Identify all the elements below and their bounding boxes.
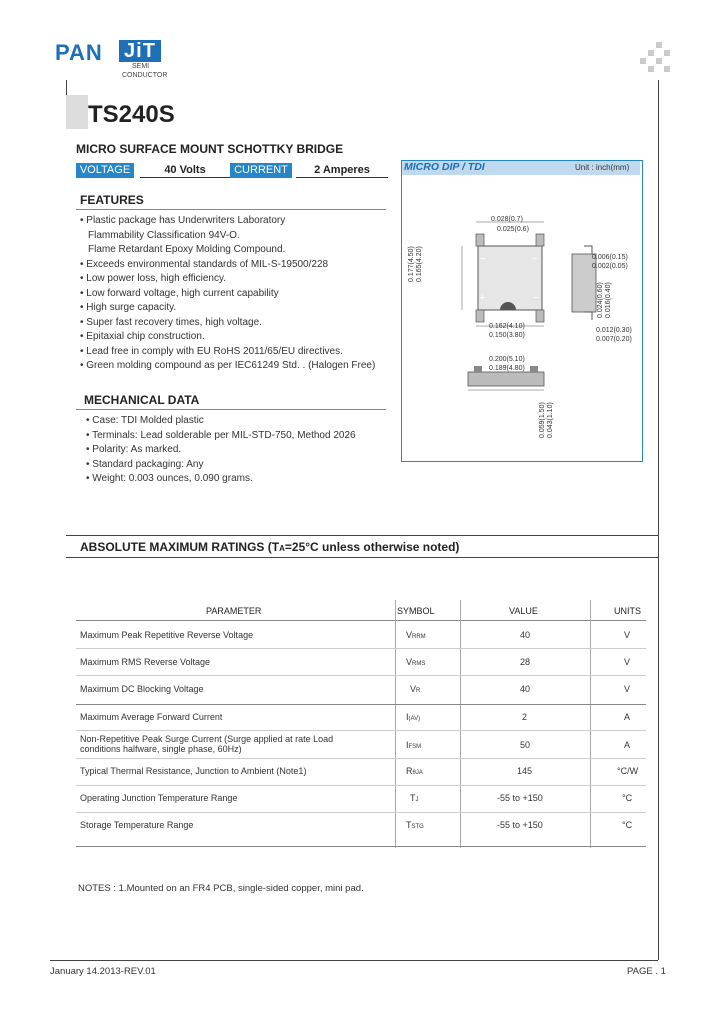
row-unit: °C/W bbox=[617, 766, 639, 776]
symbol-sub: STG bbox=[411, 824, 424, 830]
col-divider bbox=[460, 600, 461, 848]
row-parameter: Maximum RMS Reverse Voltage bbox=[80, 657, 211, 667]
polarity-plus: + bbox=[479, 292, 486, 304]
col-value: VALUE bbox=[509, 606, 538, 616]
mechanical-item: • Weight: 0.003 ounces, 0.090 grams. bbox=[86, 473, 253, 484]
frame-bottom bbox=[50, 960, 658, 961]
symbol-main: R bbox=[406, 766, 413, 776]
features-list bbox=[80, 214, 400, 374]
row-symbol bbox=[406, 657, 425, 667]
feature-item: • Lead free in comply with EU RoHS 2011/65/EU directives. bbox=[80, 345, 343, 357]
mechanical-item: • Terminals: Lead solderable per MIL-STD-750, Method 2026 bbox=[86, 429, 356, 441]
dim-label: 0.024(0.60) bbox=[597, 282, 604, 318]
dim-label: 0.150(3.80) bbox=[489, 332, 525, 339]
row-parameter: Operating Junction Temperature Range bbox=[80, 793, 238, 803]
subtitle: MICRO SURFACE MOUNT SCHOTTKY BRIDGE bbox=[76, 142, 344, 156]
symbol-main: V bbox=[410, 684, 417, 694]
row-value: 40 bbox=[520, 684, 531, 694]
lead bbox=[476, 310, 484, 322]
row-symbol bbox=[406, 820, 424, 830]
features-title: FEATURES bbox=[80, 193, 144, 207]
dim-label: 0.043(1.10) bbox=[547, 402, 554, 438]
dim-label: 0.028(0.7) bbox=[491, 216, 523, 223]
voltage-value: 40 Volts bbox=[140, 163, 230, 178]
symbol-sub: J bbox=[415, 797, 419, 803]
row-parameter bbox=[80, 734, 392, 754]
symbol-main: V bbox=[406, 657, 413, 667]
symbol-main: T bbox=[410, 793, 416, 803]
row-value: 28 bbox=[520, 657, 531, 667]
mechanical-list bbox=[86, 414, 396, 487]
feature-item: • Green molding compound as per IEC61249 Std. . (Halogen Free) bbox=[80, 360, 376, 371]
feature-item: • Exceeds environmental standards of MIL-S-19500/228 bbox=[80, 258, 329, 270]
row-value: -55 to +150 bbox=[497, 820, 543, 830]
mechanical-rule bbox=[76, 409, 386, 410]
row-symbol bbox=[406, 712, 420, 722]
dim-label: 0.162(4.10) bbox=[489, 323, 525, 330]
logo-sub-semi: SEMI bbox=[132, 63, 150, 70]
dim-label: 0.006(0.15) bbox=[592, 254, 628, 261]
dim-label: 0.200(5.10) bbox=[489, 356, 525, 363]
row-value: 50 bbox=[520, 740, 531, 750]
feature-item: • High surge capacity. bbox=[80, 302, 177, 313]
row-parameter: Storage Temperature Range bbox=[80, 820, 194, 830]
row-parameter: Maximum Average Forward Current bbox=[80, 712, 223, 722]
row-value: -55 to +150 bbox=[497, 793, 543, 803]
row-unit: °C bbox=[622, 793, 633, 803]
row-parameter: Typical Thermal Resistance, Junction to Ambient (Note1) bbox=[80, 766, 307, 776]
features-rule bbox=[76, 209, 386, 210]
symbol-main: T bbox=[406, 820, 412, 830]
symbol-sub: θJA bbox=[412, 770, 423, 776]
ratings-title bbox=[80, 540, 459, 554]
dim-label: 0.177(4.50) bbox=[408, 246, 415, 282]
ratings-title-sub: A bbox=[279, 544, 285, 553]
dim-label: 0.059(1.50) bbox=[539, 402, 546, 438]
dim-label: 0.165(4.20) bbox=[416, 246, 423, 282]
row-parameter-line1: Non-Repetitive Peak Surge Current (Surge applied at rate Load bbox=[80, 734, 334, 744]
row-symbol bbox=[406, 630, 426, 640]
dim-label: 0.189(4.80) bbox=[489, 365, 525, 372]
notes: NOTES : 1.Mounted on an FR4 PCB, single-sided copper, mini pad. bbox=[78, 883, 364, 894]
symbol-sub: (AV) bbox=[408, 716, 421, 722]
dim-label: 0.016(0.40) bbox=[605, 282, 612, 318]
package-unit: Unit : inch(mm) bbox=[575, 163, 630, 172]
logo-jit: JiT bbox=[119, 40, 161, 62]
logo-subtitle bbox=[122, 62, 167, 80]
dim-label: 0.025(0.6) bbox=[497, 226, 529, 233]
row-unit: V bbox=[624, 684, 631, 694]
polarity-minus: − bbox=[533, 292, 540, 304]
symbol-main: I bbox=[406, 740, 409, 750]
feature-item: Flammability Classification 94V-O. bbox=[88, 229, 240, 241]
ratings-title-main: ABSOLUTE MAXIMUM RATINGS (T bbox=[80, 540, 280, 554]
row-unit: V bbox=[624, 657, 631, 667]
feature-item: • Plastic package has Underwriters Laboratory bbox=[80, 215, 286, 226]
col-units: UNITS bbox=[614, 606, 641, 616]
mechanical-item: • Polarity: As marked. bbox=[86, 444, 182, 455]
footer-page: PAGE . 1 bbox=[627, 966, 666, 977]
lead bbox=[536, 310, 544, 322]
title-tab bbox=[66, 95, 88, 129]
polarity-ac: ~ bbox=[532, 254, 538, 265]
lead bbox=[476, 234, 484, 246]
mechanical-item: • Standard packaging: Any bbox=[86, 458, 204, 470]
row-parameter: Maximum DC Blocking Voltage bbox=[80, 684, 204, 694]
row-unit: V bbox=[624, 630, 631, 640]
footer-date: January 14.2013-REV.01 bbox=[50, 966, 156, 977]
logo-pan: PAN bbox=[55, 40, 103, 65]
row-unit: °C bbox=[622, 820, 633, 830]
col-symbol: SYMBOL bbox=[397, 606, 435, 616]
dim-label: 0.012(0.30) bbox=[596, 327, 632, 334]
frame-right bbox=[658, 80, 659, 960]
part-number: TS240S bbox=[88, 101, 175, 128]
feature-item: • Low forward voltage, high current capability bbox=[80, 287, 279, 299]
symbol-main: V bbox=[406, 630, 413, 640]
symbol-main: I bbox=[406, 712, 409, 722]
row-symbol bbox=[410, 793, 419, 803]
mechanical-title: MECHANICAL DATA bbox=[84, 393, 200, 407]
lead bbox=[536, 234, 544, 246]
col-divider bbox=[590, 600, 591, 848]
symbol-sub: RRM bbox=[412, 634, 426, 640]
logo-sub-conductor: CONDUCTOR bbox=[122, 72, 168, 79]
symbol-sub: RMS bbox=[412, 661, 426, 667]
dim-label: 0.007(0.20) bbox=[596, 336, 632, 343]
symbol-sub: R bbox=[416, 688, 421, 694]
voltage-label: VOLTAGE bbox=[76, 163, 134, 178]
dim-label: 0.002(0.05) bbox=[592, 263, 628, 270]
row-value: 2 bbox=[522, 712, 528, 722]
col-divider bbox=[395, 600, 396, 848]
feature-item: • Super fast recovery times, high voltage. bbox=[80, 316, 262, 328]
current-label: CURRENT bbox=[230, 163, 292, 178]
feature-item: • Low power loss, high efficiency. bbox=[80, 273, 226, 284]
row-value: 40 bbox=[520, 630, 531, 640]
current-value: 2 Amperes bbox=[296, 163, 388, 178]
row-unit: A bbox=[624, 740, 631, 750]
row-symbol bbox=[410, 684, 420, 694]
ratings-top-rule bbox=[66, 535, 658, 536]
polarity-ac: ~ bbox=[480, 254, 486, 265]
ratings-title-rule bbox=[66, 557, 658, 558]
symbol-sub: FSM bbox=[408, 744, 422, 750]
feature-item: Flame Retardant Epoxy Molding Compound. bbox=[88, 244, 286, 255]
row-parameter-line2: conditions halfware, single phase, 60Hz) bbox=[80, 744, 242, 754]
package-title: MICRO DIP / TDI bbox=[404, 161, 485, 173]
row-unit: A bbox=[624, 712, 631, 722]
row-symbol bbox=[406, 740, 421, 750]
col-parameter: PARAMETER bbox=[206, 606, 262, 616]
package-body-end-view bbox=[468, 372, 544, 386]
feature-item: • Epitaxial chip construction. bbox=[80, 331, 205, 342]
row-symbol bbox=[406, 766, 423, 776]
mechanical-item: • Case: TDI Molded plastic bbox=[86, 415, 204, 426]
row-parameter: Maximum Peak Repetitive Reverse Voltage bbox=[80, 630, 254, 640]
ratings-title-end: =25°C unless otherwise noted) bbox=[284, 540, 460, 554]
table-header-rule bbox=[76, 620, 646, 621]
row-value: 145 bbox=[517, 766, 533, 776]
